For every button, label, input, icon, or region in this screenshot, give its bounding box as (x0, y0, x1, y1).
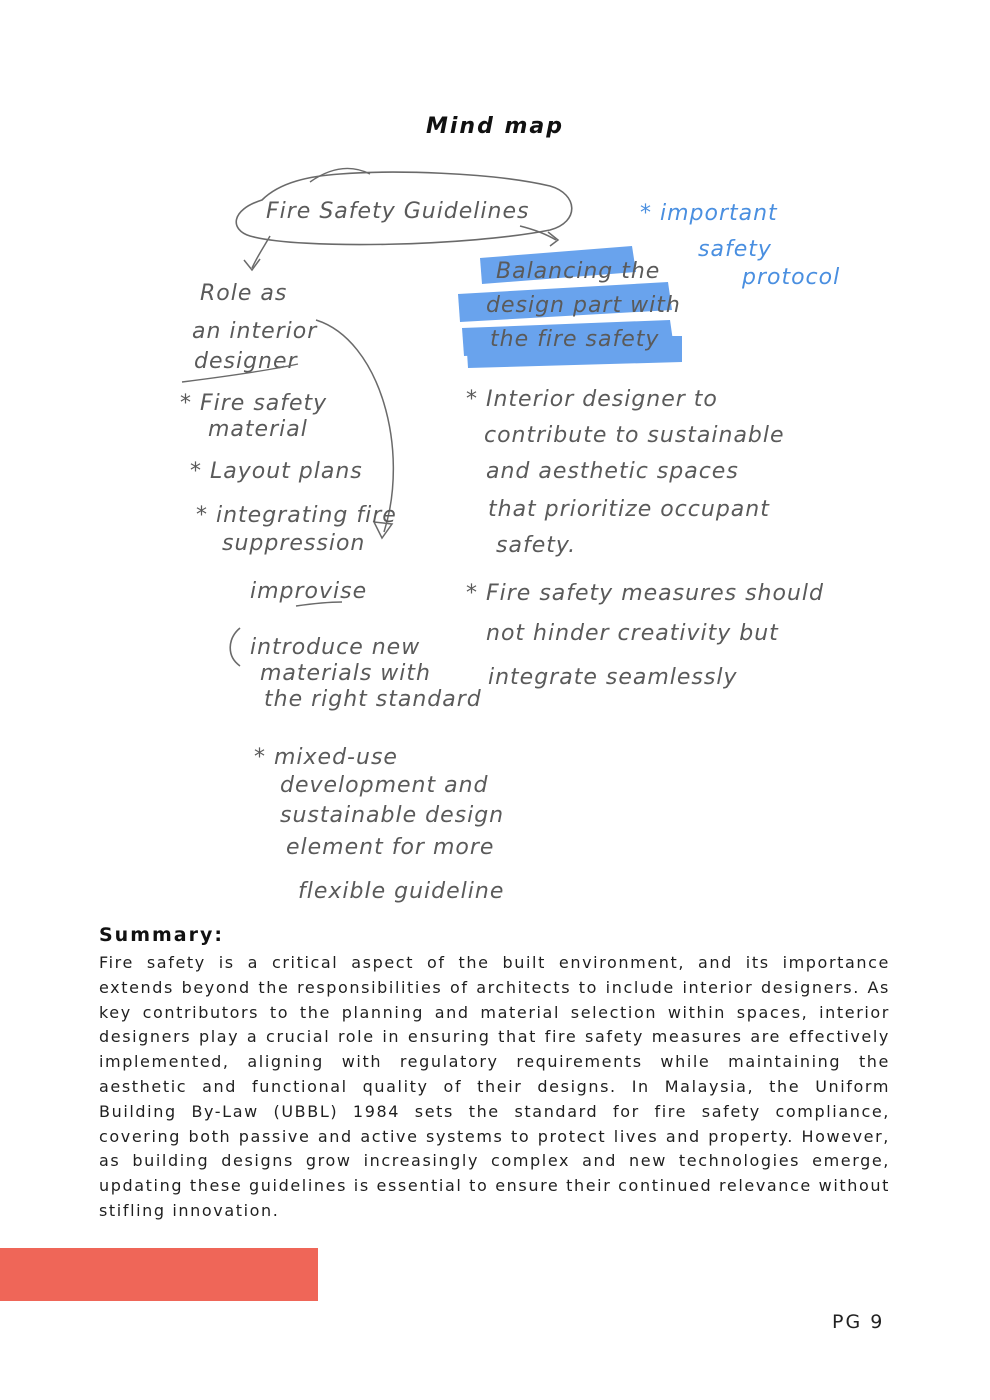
highlight-line-2: design part with (486, 293, 681, 318)
improvise-item-2-line-1: * mixed-use (254, 745, 398, 770)
left-item-3-line-1: * integrating fire (196, 503, 397, 528)
improvise-item-1-line-2: materials with (260, 661, 431, 686)
left-item-3-line-2: suppression (222, 531, 366, 556)
right-item-1-line-5: safety. (496, 533, 577, 558)
summary-body: Fire safety is a critical aspect of the built environment, and its importance extends beyond the responsibilities of architects to include interior designers. As key contributors to the planning and material selection within spaces, interior designers play a crucial role in ensuring that fire safety measures are effectively implemented, aligning with regulatory requirements while maintaining the aesthetic and functional quality of their designs. In Malaysia, the Uniform Building By-Law (UBBL) 1984 sets the standard for fire safety compliance, covering both passive and active systems to protect lives and property. However, as building designs grow increasingly complex and new technologies emerge, updating these guidelines is essential to ensure their continued relevance without stifling innovation. (99, 953, 890, 1220)
improvise-item-2-line-4: element for more (286, 835, 495, 860)
left-item-1-line-1: * Fire safety (180, 391, 328, 416)
right-item-1-line-2: contribute to sustainable (484, 423, 785, 448)
note-line-2: safety (698, 237, 772, 262)
left-item-2-line-1: * Layout plans (190, 459, 363, 484)
summary-heading: Summary: (99, 924, 224, 946)
central-topic-text: Fire Safety Guidelines (266, 199, 530, 224)
role-heading-line-2: an interior (192, 319, 318, 344)
role-heading-line-3: designer (194, 349, 298, 374)
improvise-bracket (230, 628, 240, 666)
page-title: Mind map (425, 114, 565, 139)
improvise-heading: improvise (250, 579, 368, 604)
improvise-item-1-line-1: introduce new (250, 635, 421, 660)
page-number: PG 9 (832, 1311, 885, 1333)
right-item-1-line-3: and aesthetic spaces (486, 459, 739, 484)
improvise-item-2-line-3: sustainable design (280, 803, 505, 828)
highlight-line-3: the fire safety (490, 327, 660, 352)
note-line-3: protocol (742, 265, 841, 290)
left-item-1-line-2: material (208, 417, 308, 442)
right-item-2-line-1: * Fire safety measures should (466, 581, 824, 606)
arrow-left-branch (252, 236, 270, 268)
accent-bar (0, 1248, 318, 1301)
highlight-line-1: Balancing the (496, 259, 661, 284)
mind-map-drawing (170, 160, 860, 920)
mind-map-sketch (170, 160, 860, 920)
arrow-left-head (244, 259, 260, 270)
right-item-2-line-2: not hinder creativity but (486, 621, 779, 646)
improvise-item-1-line-3: the right standard (264, 687, 482, 712)
right-item-2-line-3: integrate seamlessly (488, 665, 738, 690)
note-line-1: * important (640, 201, 778, 226)
role-heading-line-1: Role as (200, 281, 288, 306)
right-item-1-line-1: * Interior designer to (466, 387, 718, 412)
ellipse-top-loop (310, 168, 370, 182)
right-item-1-line-4: that prioritize occupant (488, 497, 770, 522)
improvise-item-2-line-2: development and (280, 773, 489, 798)
curved-arrow-improvise (316, 320, 393, 532)
improvise-item-2-line-5: flexible guideline (298, 879, 505, 904)
